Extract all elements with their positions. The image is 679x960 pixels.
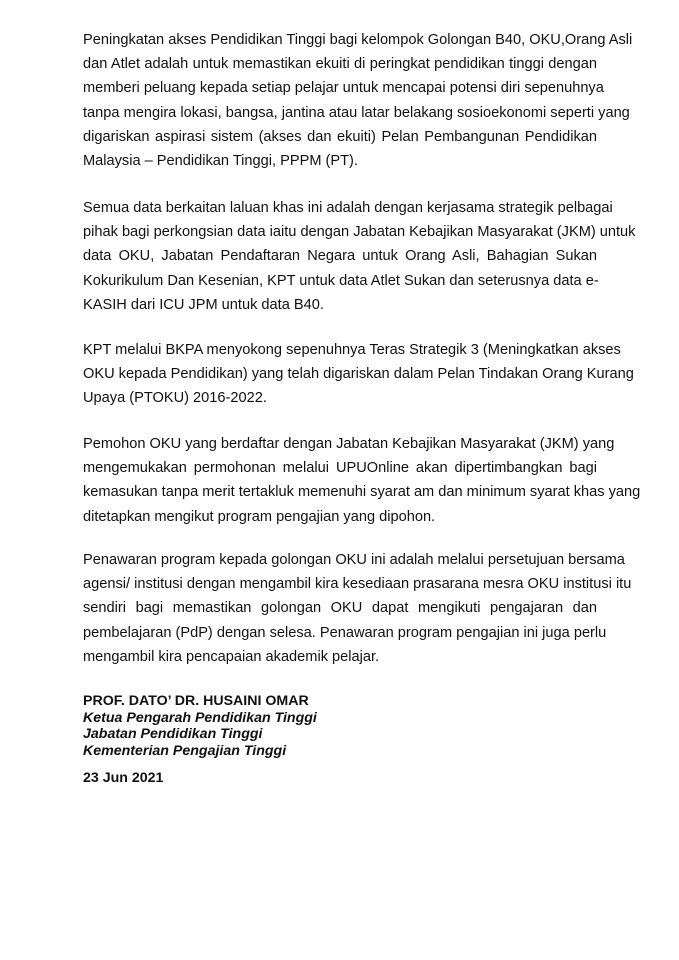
paragraph-line: memberi peluang kepada setiap pelajar untuk mencapai potensi diri sepenuhnya — [83, 80, 604, 97]
paragraph-line: pihak bagi perkongsian data iaitu dengan Jabatan Kebajikan Masyarakat (JKM) untuk — [83, 224, 636, 241]
paragraph-line: Penawaran program kepada golongan OKU ini adalah melalui persetujuan bersama — [83, 552, 625, 568]
paragraph-line: sendiri bagi memastikan golongan OKU dapat mengikuti pengajaran dan — [83, 600, 597, 617]
paragraph-data-cooperation — [83, 196, 636, 317]
paragraph-kpt-bkpa — [83, 338, 634, 411]
signatory-department: Jabatan Pendidikan Tinggi — [83, 726, 263, 743]
paragraph-line: agensi/ institusi dengan mengambil kira kesediaan prasarana mesra OKU institusi itu — [83, 576, 632, 593]
paragraph-line: KASIH dari ICU JPM untuk data B40. — [83, 296, 324, 313]
paragraph-line: Upaya (PTOKU) 2016-2022. — [83, 390, 267, 407]
paragraph-oku-applicants — [83, 432, 641, 529]
paragraph-program-offering — [83, 548, 632, 669]
paragraph-line: Malaysia – Pendidikan Tinggi, PPPM (PT). — [83, 153, 358, 170]
paragraph-line: mengambil kira pencapaian akademik pelajar. — [83, 648, 380, 665]
paragraph-line: dan Atlet adalah untuk memastikan ekuiti di peringkat pendidikan tinggi dengan — [83, 56, 597, 73]
paragraph-line: mengemukakan permohonan melalui UPUOnline akan dipertimbangkan bagi — [83, 460, 597, 477]
paragraph-line: kemasukan tanpa merit tertakluk memenuhi syarat am dan minimum syarat khas yang — [83, 484, 641, 501]
paragraph-access-equity — [83, 28, 633, 173]
signature-block — [83, 693, 483, 759]
signatory-title: Ketua Pengarah Pendidikan Tinggi — [83, 709, 317, 726]
signatory-name: PROF. DATO’ DR. HUSAINI OMAR — [83, 693, 309, 709]
document-date: 23 Jun 2021 — [83, 770, 164, 786]
paragraph-line: KPT melalui BKPA menyokong sepenuhnya Teras Strategik 3 (Meningkatkan akses — [83, 342, 621, 358]
paragraph-line: data OKU, Jabatan Pendaftaran Negara untuk Orang Asli, Bahagian Sukan — [83, 248, 597, 265]
paragraph-line: tanpa mengira lokasi, bangsa, jantina atau latar belakang sosioekonomi seperti yang — [83, 104, 630, 121]
paragraph-line: Kokurikulum Dan Kesenian, KPT untuk data Atlet Sukan dan seterusnya data e- — [83, 272, 599, 289]
paragraph-line: Peningkatan akses Pendidikan Tinggi bagi kelompok Golongan B40, OKU,Orang Asli — [83, 32, 633, 48]
paragraph-line: Pemohon OKU yang berdaftar dengan Jabatan Kebajikan Masyarakat (JKM) yang — [83, 436, 615, 452]
paragraph-line: OKU kepada Pendidikan) yang telah digariskan dalam Pelan Tindakan Orang Kurang — [83, 366, 634, 383]
paragraph-line: pembelajaran (PdP) dengan selesa. Penawaran program pengajian ini juga perlu — [83, 624, 607, 641]
signatory-ministry: Kementerian Pengajian Tinggi — [83, 742, 287, 759]
paragraph-line: ditetapkan mengikut program pengajian yang dipohon. — [83, 508, 436, 525]
paragraph-line: digariskan aspirasi sistem (akses dan ekuiti) Pelan Pembangunan Pendidikan — [83, 128, 597, 145]
paragraph-line: Semua data berkaitan laluan khas ini adalah dengan kerjasama strategik pelbagai — [83, 200, 613, 216]
